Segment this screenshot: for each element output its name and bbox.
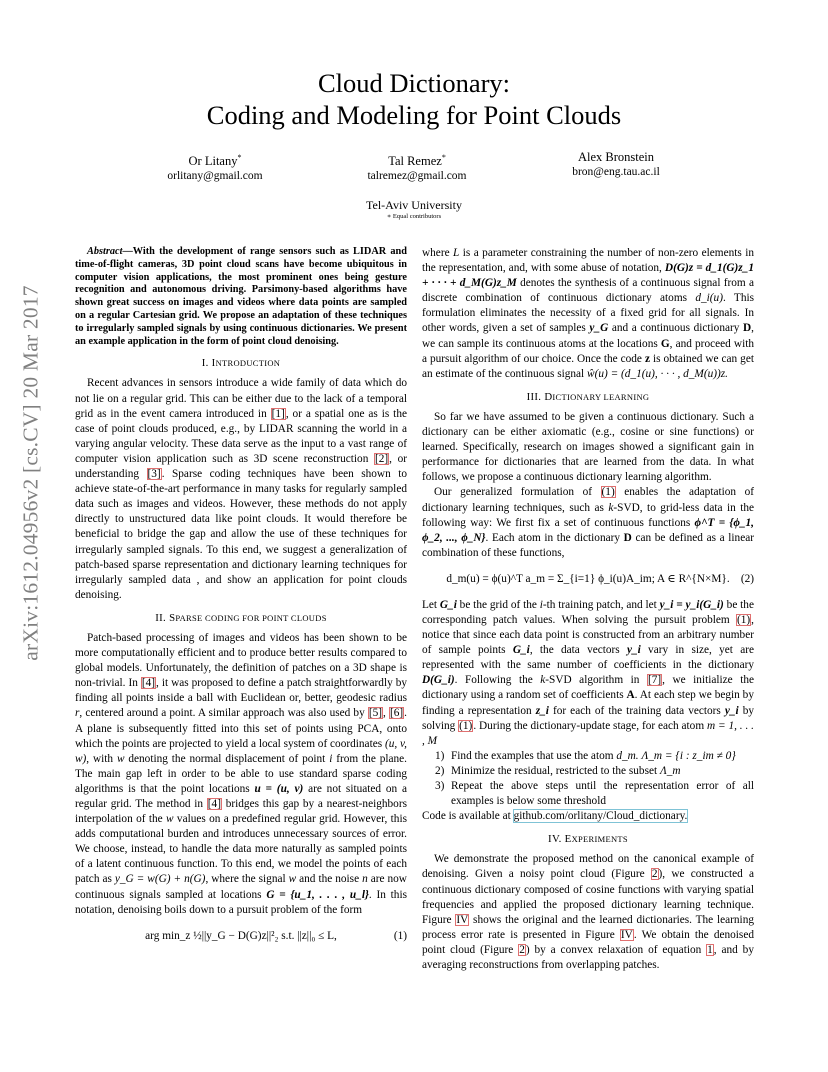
equation-2: [422, 566, 754, 592]
author-name: Or Litany: [188, 154, 238, 169]
section-heading-introduction: I. INTRODUCTION: [201, 357, 281, 370]
section-heading-sparse-coding: II. SPARSE CODING FOR POINT CLOUDS: [155, 611, 327, 624]
figure-ref-link[interactable]: IV: [620, 928, 633, 941]
equation-ref-link[interactable]: (1): [601, 486, 615, 499]
figure-ref-link[interactable]: 2: [651, 868, 658, 881]
abstract: Abstract—With the development of range sensors such as LIDAR and time-of-flight cameras, 3D point cloud scans have become ubiquitous in computer vision applications, the most prominent ones being gesture recognition and autonomous driving. Parsimony-based algorithms have shown great success on images and videos where data points are sampled on a regular Cartesian grid. We propose an adaptation of these techniques to irregularly sampled signals by using continuous dictionaries. We present an example application in the form of point cloud denoising.: [75, 246, 407, 347]
affiliation-note: ∗ Equal contributors: [386, 213, 442, 220]
citation-link[interactable]: [5]: [368, 707, 383, 720]
dictionary-paragraph-1: So far we have assumed to be given a continuous dictionary. Such a dictionary can be either axiomatic (e.g., cosine or sine functions) or learned. Specifically, research on images showed a significant gain in performance for dictionaries that are learned from the data. In what follows, we propose a continuous dictionary learning algorithm.: [422, 410, 754, 484]
right-column: [422, 246, 754, 973]
intro-paragraph: Recent advances in sensors introduce a wide family of data which do not lie on a regular grid. This can be either due to the lack of a temporal grid as in the event camera introduced in [1], or a spatial one as is the case of point clouds produced, e.g., by LIDAR scanning the world in a varying angular velocity. These data serve as the input to a vast range of computer vision application such as 3D scene reconstruction [2], or understanding [3]. Sparse coding techniques have been shown to achieve state-of-the-art performance in many tasks for regularly sampled data such as images and videos. However, these methods do not apply directly to unstructured data like point clouds. It would therefore be beneficial to bridge the gap and allow the use of these techniques for irregularly sampled signals. To this end, we suggest a generalization of patch-based sparse representation and dictionary learning techniques for irregularly sampled data , and show an application for point clouds denoising.: [75, 377, 407, 601]
author-email: orlitany@gmail.com: [167, 170, 263, 183]
arxiv-sidebar: [16, 283, 46, 663]
citation-link[interactable]: [4]: [207, 798, 221, 810]
dictionary-paragraph-2: Our generalized formulation of (1) enables the adaptation of dictionary learning techniques, such as k-SVD, to grid-less data in the following way: We first fix a set of continuous functions ϕ^T = {ϕ_1, ϕ_2, ..., ϕ_N}. Each atom in the dictionary D can be defined as a linear combination of these functions,: [422, 486, 755, 559]
author-email: bron@eng.tau.ac.il: [572, 166, 660, 178]
author-2: [317, 150, 517, 184]
github-link[interactable]: github.com/orlitany/Cloud_dictionary.: [513, 810, 688, 823]
citation-link[interactable]: [4]: [141, 677, 156, 690]
dictionary-paragraph-3: Let G_i be the grid of the i-th training patch, and let y_i = y_i(G_i) be the corresponding patch values. When solving the pursuit problem (1), notice that since each data point is constructed from an arbitrary number of sample points G_i, the data vectors y_i vary in size, yet are represented with the same number of coefficients in the dictionary D(G_i). Following the k-SVD algorithm in [7], we initialize the dictionary using a random set of coefficients A. At each step we begin by finding a representation z_i for each of the training data vectors y_i by solving (1). During the dictionary-update stage, for each atom m = 1, . . . , M: [422, 598, 755, 747]
pursuit-paragraph: where L is a parameter constraining the number of non-zero elements in the representation, and, with some abuse of notation, D(G)z = d_1(G)z_1 + · · · + d_M(G)z_M denotes the synthesis of a continuous signal from a discrete combination of continuous dictionary atoms d_i(u). This formulation eliminates the necessity of a fixed grid for all signals. In other words, given a set of samples y_G and a continuous dictionary D, we can sample its continuous atoms at the locations G, and proceed with a pursuit algorithm of our choice. Once the code z is obtained we can get an estimate of the continuous signal ŵ(u) = (d_1(u), · · · , d_M(u))z.: [422, 247, 755, 380]
citation-link[interactable]: [3]: [147, 468, 161, 481]
list-item: 2) Minimize the residual, restricted to the subset Λ_m: [435, 764, 681, 777]
figure-ref-link[interactable]: IV: [456, 913, 469, 926]
equation-number: (2): [740, 572, 754, 585]
equal-mark: *: [237, 153, 242, 162]
title-line-1: Cloud Dictionary:: [317, 68, 511, 98]
citation-link[interactable]: [7]: [647, 674, 662, 687]
author-1: [115, 150, 315, 184]
list-item: 3) Repeat the above steps until the representation error of all examples is below some threshold: [435, 780, 754, 808]
experiments-paragraph: We demonstrate the proposed method on the canonical example of denoising. Given a noisy point cloud (Figure 2), we constructed a continuous dictionary composed of cosine functions with varying spatial frequencies and applied the proposed dictionary learning technique. Figure IV shows the original and the learned dictionaries. The learning process error rate is presented in Figure IV. We obtain the denoised point cloud (Figure 2) by a convex relaxation of equation 1, and by averaging reconstructions from overlapping patches.: [422, 853, 754, 972]
equation-1: [75, 923, 407, 949]
citation-link[interactable]: [1]: [271, 407, 285, 420]
sparse-coding-paragraph: Patch-based processing of images and videos has been shown to be more computationally efficient and to produce better results compared to global models. Unfortunately, the definition of patches on a 3D shape is non-trivial. In [4], it was proposed to define a patch straightforwardly by finding all points inside a ball with Euclidean or, better, geodesic radius r, centered around a point. A similar approach was also used by [5], [6]. A plane is subsequently fitted into this set of points using PCA, onto which the points are projected to yield a local system of coordinates (u, v, w), with w denoting the normal displacement of point i from the plane. The main gap left in order to be able to use standard sparse coding algorithms is that the point locations u = (u, v) are not situated on a regular grid. The method in [4] bridges this gap by a nearest-neighbors interpolation of the w values on a predefined regular grid. However, this adds computational burden and introduces unnecessary sources of error. We choose, instead, to handle the data more naturally as sampled points of a latent continuous function. To this end, we model the points of each patch as y_G = w(G) + n(G), where the signal w and the noise n are now continuous signals sampled at locations G = {u_1, . . . , u_l}. In this notation, denoising boils down to a pursuit problem of the form: [75, 631, 408, 916]
section-heading-dictionary-learning: III. DICTIONARY LEARNING: [526, 390, 650, 403]
equation-number: (1): [393, 929, 407, 942]
abstract-label: Abstract: [87, 246, 123, 257]
list-item: 1) Find the examples that use the atom d_m. Λ_m = {i : z_im ≠ 0}: [435, 749, 736, 762]
section-heading-experiments: IV. EXPERIMENTS: [548, 833, 628, 846]
update-steps-list: [422, 749, 754, 809]
figure-ref-link[interactable]: 2: [519, 943, 525, 956]
author-name: Alex Bronstein: [577, 150, 655, 164]
arxiv-id: arXiv:1612.04956v2 [cs.CV] 20 Mar 2017: [18, 285, 43, 661]
equation-ref-link[interactable]: (1): [736, 613, 751, 626]
title-line-2: Coding and Modeling for Point Clouds: [206, 100, 622, 130]
code-availability: Code is available at github.com/orlitany/Cloud_dictionary.: [422, 810, 688, 823]
author-email: talremez@gmail.com: [367, 170, 467, 183]
author-name: Tal Remez: [388, 154, 442, 169]
affiliation: Tel-Aviv University: [366, 198, 462, 212]
equation-ref-link[interactable]: (1): [459, 719, 473, 732]
equation-body: d_m(u) = ϕ(u)^T a_m = Σ_{i=1} ϕ_i(u)A_im; A ∈ R^{N×M}.: [446, 572, 730, 585]
equal-mark: *: [441, 153, 446, 162]
left-column: [75, 246, 407, 955]
author-3: [516, 150, 716, 180]
citation-link[interactable]: [2]: [374, 452, 389, 465]
citation-link[interactable]: [6]: [389, 707, 404, 720]
equation-ref-link[interactable]: 1: [707, 943, 713, 956]
equation-body: arg min_z ½||y_G − D(G)z||²₂ s.t. ||z||₀ ≤ L,: [145, 929, 337, 942]
